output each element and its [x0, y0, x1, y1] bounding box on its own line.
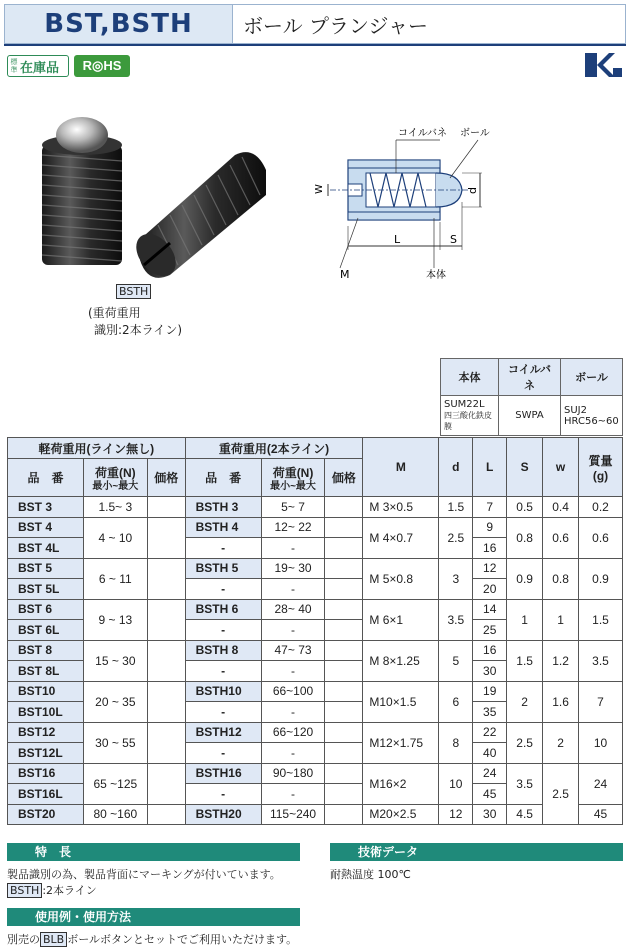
- row-heavy-price: [325, 681, 363, 702]
- usage-pre: 別売の: [7, 933, 40, 946]
- row-heavy-pn: BSTH12: [185, 722, 261, 743]
- row-light-price: [147, 763, 185, 804]
- row-light-load: 30 ~ 55: [83, 722, 147, 763]
- row-heavy-price: [325, 620, 363, 641]
- row-L: 14: [473, 599, 507, 620]
- table-row: [8, 599, 623, 620]
- row-heavy-pn: BSTH20: [185, 804, 261, 825]
- material-table: [440, 358, 623, 436]
- row-light-pn: BST 3: [8, 497, 84, 518]
- group-heavy: 重荷重用(2本ライン): [185, 438, 363, 459]
- usage-line: [7, 931, 297, 947]
- features-line2-text: :2本ライン: [42, 884, 97, 897]
- row-light-price: [147, 497, 185, 518]
- row-heavy-load: -: [261, 743, 325, 764]
- product-name-header: [232, 4, 626, 44]
- row-S: 0.5: [507, 497, 543, 518]
- row-heavy-price: [325, 804, 363, 825]
- row-heavy-price: [325, 497, 363, 518]
- tech-header: 技術データ: [330, 843, 623, 861]
- row-L: 30: [473, 661, 507, 682]
- row-light-pn: BST 4: [8, 517, 84, 538]
- caption-line2: 識別:2本ライン): [94, 323, 182, 337]
- row-w: 0.4: [543, 497, 579, 518]
- caption-line1: (重荷重用: [88, 306, 141, 320]
- bst-plunger-image: [42, 117, 122, 265]
- row-S: 3.5: [507, 763, 543, 804]
- row-heavy-load: -: [261, 661, 325, 682]
- dim-S: S: [450, 233, 457, 246]
- row-S: 1: [507, 599, 543, 640]
- col-w: w: [543, 438, 579, 497]
- rohs-label: R◎HS: [82, 58, 122, 73]
- row-L: 30: [473, 804, 507, 825]
- col-S: S: [507, 438, 543, 497]
- row-L: 35: [473, 702, 507, 723]
- row-mass: 10: [579, 722, 623, 763]
- spec-table: [7, 437, 623, 825]
- row-d: 12: [439, 804, 473, 825]
- row-light-price: [147, 804, 185, 825]
- row-L: 45: [473, 784, 507, 805]
- col-M: M: [363, 438, 439, 497]
- row-d: 5: [439, 640, 473, 681]
- row-heavy-price: [325, 538, 363, 559]
- features-tag: BSTH: [7, 883, 42, 898]
- row-light-price: [147, 722, 185, 763]
- dim-w: W: [314, 184, 325, 194]
- product-code: BST,BSTH: [44, 9, 193, 39]
- row-L: 16: [473, 538, 507, 559]
- dim-L: L: [394, 233, 401, 246]
- product-photo: [30, 115, 280, 295]
- row-light-load: 6 ~ 11: [83, 558, 147, 599]
- row-light-pn: BST 8: [8, 640, 84, 661]
- row-heavy-load: 115~240: [261, 804, 325, 825]
- row-heavy-pn: -: [185, 702, 261, 723]
- row-heavy-pn: BSTH 4: [185, 517, 261, 538]
- stock-badge-label: 在庫品: [20, 60, 60, 76]
- row-heavy-pn: BSTH10: [185, 681, 261, 702]
- row-w: 0.6: [543, 517, 579, 558]
- row-light-pn: BST12: [8, 722, 84, 743]
- usage-post: ボールボタンとセットでご利用いただけます。: [67, 933, 298, 946]
- row-L: 16: [473, 640, 507, 661]
- mat-header-body: 本体: [441, 359, 499, 396]
- row-d: 3.5: [439, 599, 473, 640]
- row-heavy-pn: -: [185, 784, 261, 805]
- row-light-load: 4 ~ 10: [83, 517, 147, 558]
- table-row: [8, 497, 623, 518]
- col-light-load-label: 荷重(N): [94, 465, 136, 480]
- row-heavy-load: 66~120: [261, 722, 325, 743]
- row-heavy-pn: BSTH 5: [185, 558, 261, 579]
- table-row: [8, 804, 623, 825]
- col-heavy-load-label: 荷重(N): [272, 465, 314, 480]
- mat-spring: SWPA: [499, 396, 561, 436]
- col-heavy-load-sub: 最小~最大: [270, 480, 316, 492]
- row-M: M 3×0.5: [363, 497, 439, 518]
- group-light: 軽荷重用(ライン無し): [8, 438, 186, 459]
- row-M: M 5×0.8: [363, 558, 439, 599]
- label-ball: ボール: [460, 128, 490, 139]
- row-L: 9: [473, 517, 507, 538]
- row-heavy-price: [325, 640, 363, 661]
- row-light-price: [147, 640, 185, 681]
- mat-header-ball: ボール: [561, 359, 623, 396]
- row-light-load: 20 ~ 35: [83, 681, 147, 722]
- row-light-load: 9 ~ 13: [83, 599, 147, 640]
- row-light-load: 15 ~ 30: [83, 640, 147, 681]
- row-M: M 8×1.25: [363, 640, 439, 681]
- mat-body-1: SUM22L: [444, 399, 485, 410]
- row-w: 1.6: [543, 681, 579, 722]
- col-light-pn: 品 番: [8, 459, 84, 497]
- row-w: 2: [543, 722, 579, 763]
- row-light-pn: BST16: [8, 763, 84, 784]
- col-L: L: [473, 438, 507, 497]
- row-d: 8: [439, 722, 473, 763]
- col-mass-unit: (g): [592, 468, 609, 483]
- row-S: 2: [507, 681, 543, 722]
- photo-caption-2: [94, 321, 182, 338]
- mat-ball-2: HRC56~60: [564, 415, 619, 427]
- row-mass: 0.2: [579, 497, 623, 518]
- row-heavy-price: [325, 763, 363, 784]
- row-d: 6: [439, 681, 473, 722]
- tech-line1: 耐熱温度 100℃: [330, 868, 411, 881]
- row-heavy-price: [325, 702, 363, 723]
- label-M: M: [340, 268, 350, 281]
- row-light-load: 80 ~160: [83, 804, 147, 825]
- row-d: 2.5: [439, 517, 473, 558]
- row-w: 0.8: [543, 558, 579, 599]
- row-heavy-load: 19~ 30: [261, 558, 325, 579]
- row-mass: 45: [579, 804, 623, 825]
- bsth-plunger-image: [128, 152, 266, 284]
- row-S: 2.5: [507, 722, 543, 763]
- row-heavy-price: [325, 784, 363, 805]
- usage-tag: BLB: [40, 932, 67, 947]
- stock-badge: [7, 55, 69, 77]
- row-light-pn: BST20: [8, 804, 84, 825]
- row-M: M 6×1: [363, 599, 439, 640]
- row-M: M16×2: [363, 763, 439, 804]
- mat-body: [441, 396, 499, 436]
- row-light-pn: BST 5L: [8, 579, 84, 600]
- row-heavy-load: -: [261, 579, 325, 600]
- row-mass: 0.6: [579, 517, 623, 558]
- row-light-load: 1.5~ 3: [83, 497, 147, 518]
- row-light-price: [147, 599, 185, 640]
- row-heavy-price: [325, 743, 363, 764]
- col-light-load: [83, 459, 147, 497]
- row-w: 2.5: [543, 763, 579, 825]
- row-light-pn: BST 6L: [8, 620, 84, 641]
- row-L: 24: [473, 763, 507, 784]
- row-heavy-pn: BSTH 8: [185, 640, 261, 661]
- mat-header-spring: コイルバネ: [499, 359, 561, 396]
- row-heavy-price: [325, 517, 363, 538]
- row-light-price: [147, 517, 185, 558]
- table-row: [8, 763, 623, 784]
- row-heavy-pn: BSTH16: [185, 763, 261, 784]
- row-S: 0.9: [507, 558, 543, 599]
- row-M: M10×1.5: [363, 681, 439, 722]
- row-L: 19: [473, 681, 507, 702]
- row-heavy-load: -: [261, 784, 325, 805]
- row-w: 1.2: [543, 640, 579, 681]
- header-divider: [4, 44, 626, 46]
- row-L: 22: [473, 722, 507, 743]
- row-L: 7: [473, 497, 507, 518]
- row-L: 12: [473, 558, 507, 579]
- row-L: 20: [473, 579, 507, 600]
- row-d: 10: [439, 763, 473, 804]
- row-light-pn: BST 4L: [8, 538, 84, 559]
- row-light-pn: BST 5: [8, 558, 84, 579]
- row-d: 3: [439, 558, 473, 599]
- row-mass: 0.9: [579, 558, 623, 599]
- row-light-pn: BST12L: [8, 743, 84, 764]
- col-mass-label: 質量: [588, 453, 613, 468]
- row-heavy-pn: BSTH 3: [185, 497, 261, 518]
- row-heavy-pn: -: [185, 538, 261, 559]
- table-row: [8, 558, 623, 579]
- row-heavy-load: 5~ 7: [261, 497, 325, 518]
- row-M: M20×2.5: [363, 804, 439, 825]
- row-heavy-load: -: [261, 620, 325, 641]
- row-heavy-pn: BSTH 6: [185, 599, 261, 620]
- row-mass: 24: [579, 763, 623, 804]
- features-line2: [7, 882, 97, 898]
- row-heavy-price: [325, 579, 363, 600]
- col-light-load-sub: 最小~最大: [92, 480, 139, 492]
- stock-badge-small: 標準: [10, 58, 18, 74]
- row-L: 25: [473, 620, 507, 641]
- mat-ball-1: SUJ2: [564, 404, 587, 416]
- row-light-pn: BST 6: [8, 599, 84, 620]
- row-w: 1: [543, 599, 579, 640]
- row-d: 1.5: [439, 497, 473, 518]
- row-light-pn: BST10: [8, 681, 84, 702]
- col-light-price: 価格: [147, 459, 185, 497]
- row-L: 40: [473, 743, 507, 764]
- usage-header: 使用例・使用方法: [7, 908, 300, 926]
- row-light-price: [147, 558, 185, 599]
- row-heavy-price: [325, 558, 363, 579]
- mat-body-2: 四三酸化鉄皮膜: [444, 411, 492, 431]
- row-M: M 4×0.7: [363, 517, 439, 558]
- row-M: M12×1.75: [363, 722, 439, 763]
- row-heavy-load: -: [261, 538, 325, 559]
- row-heavy-pn: -: [185, 620, 261, 641]
- table-row: [8, 517, 623, 538]
- label-body: 本体: [426, 270, 446, 281]
- bsth-tag: BSTH: [116, 284, 151, 299]
- row-S: 1.5: [507, 640, 543, 681]
- row-heavy-load: -: [261, 702, 325, 723]
- label-coil: コイルバネ: [398, 128, 447, 139]
- row-heavy-load: 28~ 40: [261, 599, 325, 620]
- row-heavy-load: 47~ 73: [261, 640, 325, 661]
- col-mass: [579, 438, 623, 497]
- col-d: d: [439, 438, 473, 497]
- table-row: [8, 722, 623, 743]
- row-S: 4.5: [507, 804, 543, 825]
- row-light-pn: BST10L: [8, 702, 84, 723]
- row-heavy-pn: -: [185, 579, 261, 600]
- row-light-load: 65 ~125: [83, 763, 147, 804]
- technical-drawing: [300, 118, 490, 283]
- row-light-pn: BST 8L: [8, 661, 84, 682]
- row-heavy-price: [325, 599, 363, 620]
- row-heavy-price: [325, 661, 363, 682]
- product-name: ボール プランジャー: [243, 13, 429, 38]
- row-light-pn: BST16L: [8, 784, 84, 805]
- rohs-badge: [74, 55, 130, 77]
- row-heavy-pn: -: [185, 661, 261, 682]
- row-heavy-load: 66~100: [261, 681, 325, 702]
- kipp-logo-icon: [583, 52, 623, 78]
- row-mass: 7: [579, 681, 623, 722]
- row-mass: 3.5: [579, 640, 623, 681]
- col-heavy-price: 価格: [325, 459, 363, 497]
- features-line1: 製品識別の為、製品背面にマーキングが付いています。: [7, 868, 281, 881]
- row-mass: 1.5: [579, 599, 623, 640]
- photo-caption-1: [88, 285, 149, 321]
- row-heavy-price: [325, 722, 363, 743]
- col-heavy-load: [261, 459, 325, 497]
- row-S: 0.8: [507, 517, 543, 558]
- features-header: 特 長: [7, 843, 300, 861]
- row-heavy-pn: -: [185, 743, 261, 764]
- row-heavy-load: 90~180: [261, 763, 325, 784]
- row-light-price: [147, 681, 185, 722]
- col-heavy-pn: 品 番: [185, 459, 261, 497]
- table-row: [8, 640, 623, 661]
- product-code-header: [4, 4, 232, 44]
- row-heavy-load: 12~ 22: [261, 517, 325, 538]
- mat-ball: [561, 396, 623, 436]
- dim-d: d: [466, 187, 479, 194]
- table-row: [8, 681, 623, 702]
